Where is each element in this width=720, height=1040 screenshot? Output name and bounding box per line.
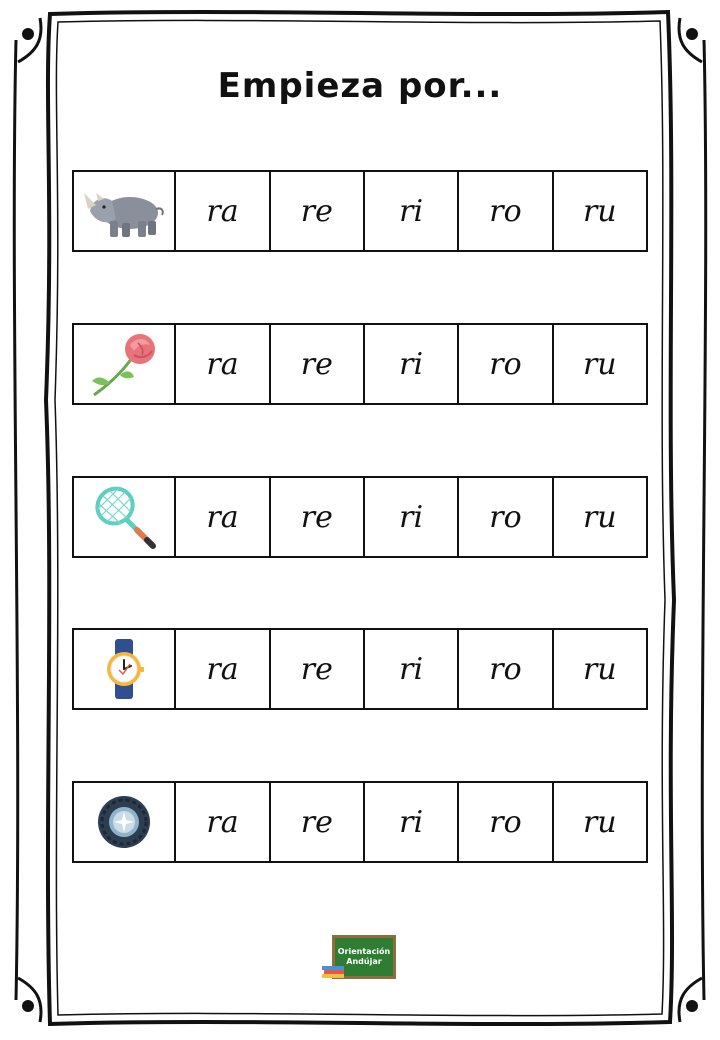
syllable-ri: ri <box>363 172 457 250</box>
syllable-row <box>72 323 648 405</box>
books-icon <box>322 964 346 978</box>
syllable-row <box>72 476 648 558</box>
syllable-re: re <box>269 172 363 250</box>
syllable-ro: ro <box>457 783 551 861</box>
syllable-ru: ru <box>552 325 646 403</box>
picture-cell <box>74 325 174 403</box>
syllable-ru: ru <box>552 783 646 861</box>
wheel-icon <box>96 794 152 850</box>
syllable-ru: ru <box>552 172 646 250</box>
picture-cell <box>74 630 174 708</box>
syllable-ra: ra <box>174 325 268 403</box>
syllable-re: re <box>269 478 363 556</box>
syllable-ri: ri <box>363 630 457 708</box>
tennis-racket-icon <box>91 484 157 550</box>
syllable-row <box>72 628 648 710</box>
picture-cell <box>74 478 174 556</box>
syllable-ra: ra <box>174 478 268 556</box>
syllable-ri: ri <box>363 478 457 556</box>
syllable-ri: ri <box>363 783 457 861</box>
syllable-row <box>72 781 648 863</box>
syllable-ra: ra <box>174 783 268 861</box>
syllable-ro: ro <box>457 478 551 556</box>
rhino-icon <box>82 181 166 241</box>
syllable-ru: ru <box>552 478 646 556</box>
logo-line-2: Andújar <box>346 957 382 966</box>
logo-line-1: Orientación <box>337 947 391 956</box>
syllable-ro: ro <box>457 172 551 250</box>
syllable-ri: ri <box>363 325 457 403</box>
rose-icon <box>88 329 160 399</box>
syllable-ra: ra <box>174 630 268 708</box>
syllable-ro: ro <box>457 630 551 708</box>
picture-cell <box>74 783 174 861</box>
page-title: Empieza por... <box>217 66 503 106</box>
syllable-row <box>72 170 648 252</box>
syllable-ro: ro <box>457 325 551 403</box>
syllable-re: re <box>269 325 363 403</box>
syllable-re: re <box>269 783 363 861</box>
syllable-ru: ru <box>552 630 646 708</box>
syllable-re: re <box>269 630 363 708</box>
picture-cell <box>74 172 174 250</box>
wristwatch-icon <box>102 637 146 701</box>
syllable-ra: ra <box>174 172 268 250</box>
